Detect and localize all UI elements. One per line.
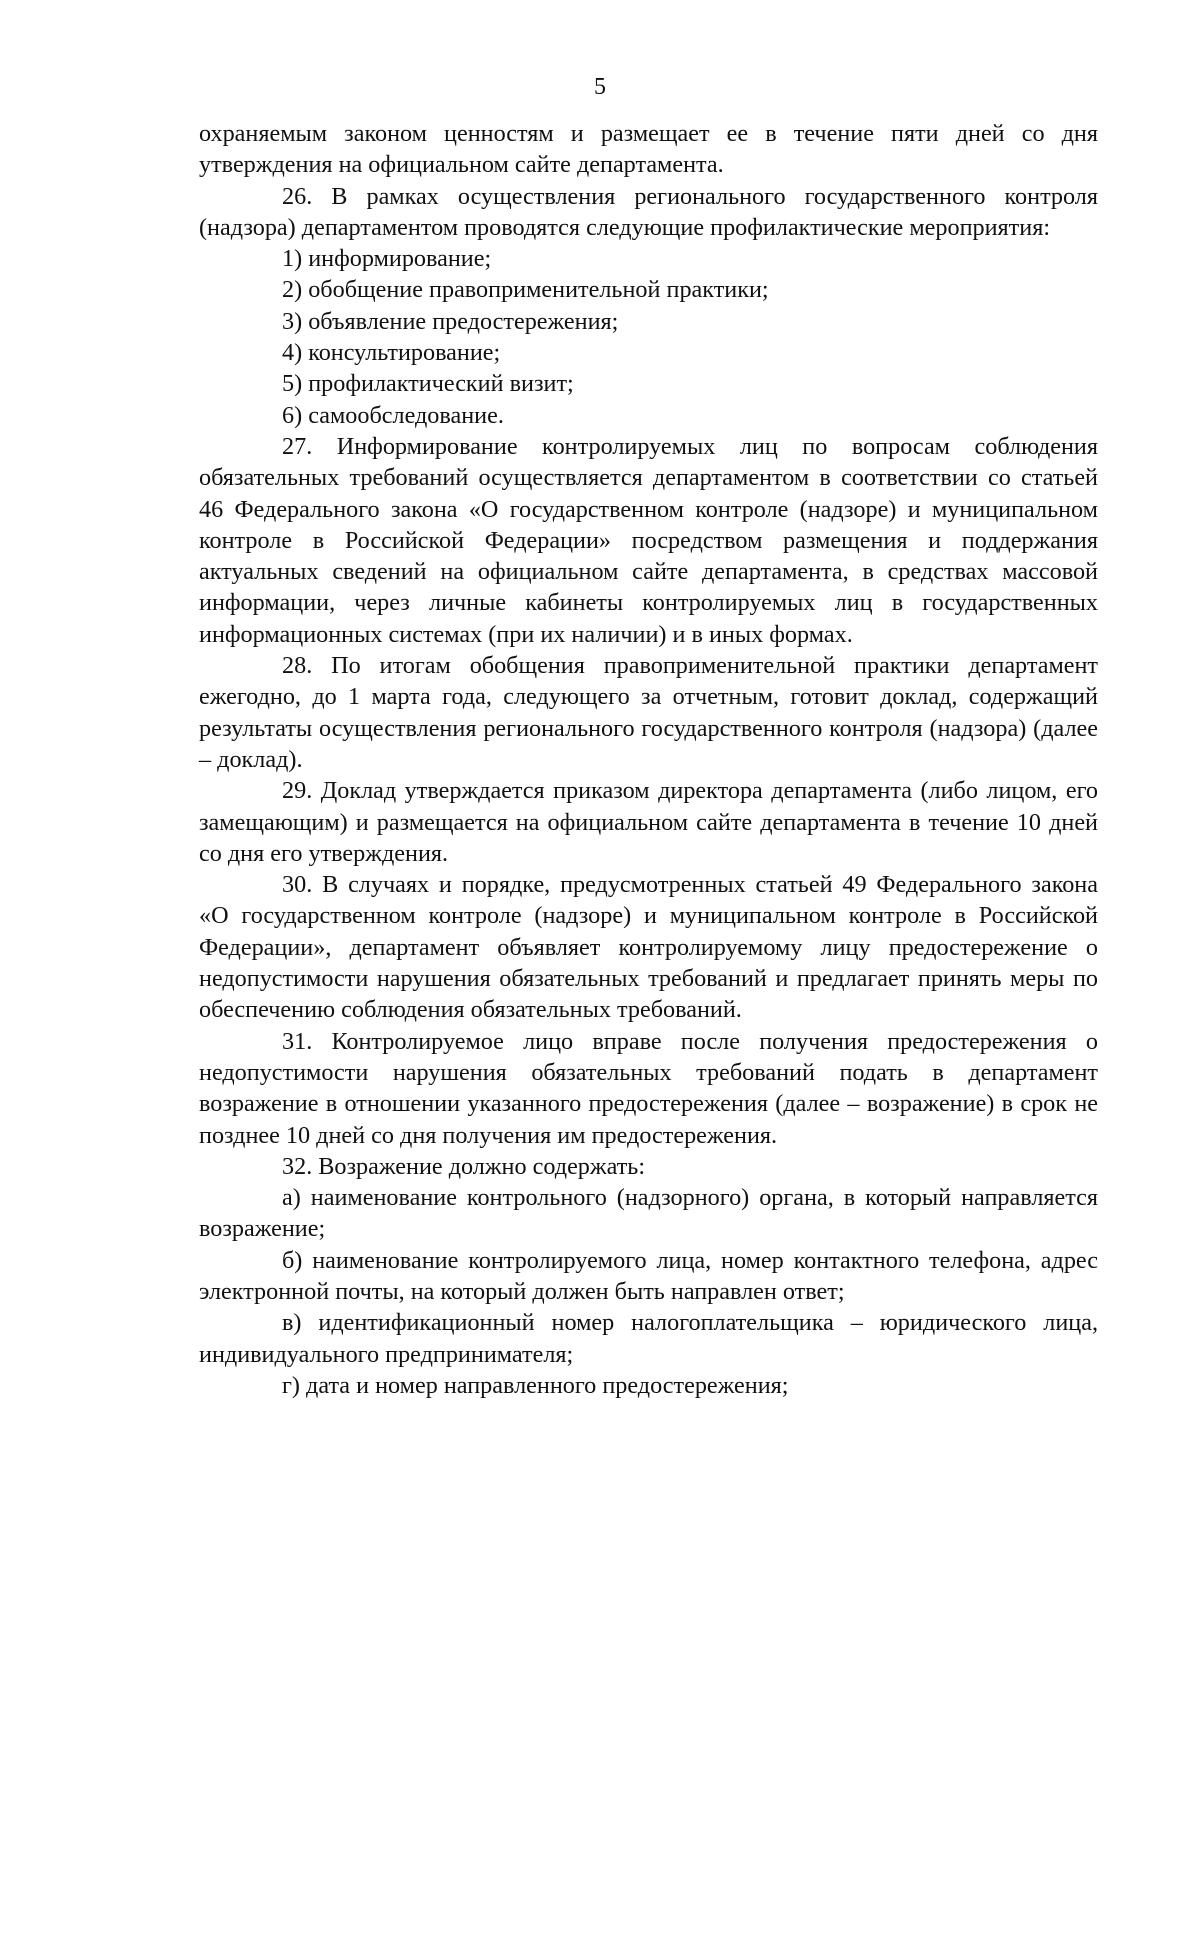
list-item-2: 2) обобщение правоприменительной практики; <box>282 276 769 304</box>
page-number: 5 <box>594 74 606 100</box>
sub-item-g: г) дата и номер направленного предостережения; <box>282 1371 789 1399</box>
sub-item-v: в) идентификационный номер налогоплательщика – юридического лица, индивидуального предпринимателя; <box>199 1309 1098 1368</box>
list-item-4: 4) консультирование; <box>282 339 501 367</box>
paragraph-31: 31. Контролируемое лицо вправе после получения предостережения о недопустимости нарушения обязательных требований подать в департамент возражение в отношении указанного предостережения (далее – возражение) в срок не позднее 10 дней со дня получения им предостережения. <box>199 1027 1098 1149</box>
paragraph-28: 28. По итогам обобщения правоприменительной практики департамент ежегодно, до 1 марта года, следующего за отчетным, готовит доклад, содержащий результаты осуществления регионального государственного контроля (надзора) (далее – доклад). <box>199 652 1098 773</box>
paragraph-continuation: охраняемым законом ценностям и размещает ее в течение пяти дней со дня утверждения на официальном сайте департамента. <box>199 120 1098 179</box>
list-item-3: 3) объявление предостережения; <box>282 307 619 335</box>
list-item-5: 5) профилактический визит; <box>282 370 574 398</box>
sub-item-b: б) наименование контролируемого лица, номер контактного телефона, адрес электронной почты, на который должен быть направлен ответ; <box>199 1246 1098 1305</box>
paragraph-27: 27. Информирование контролируемых лиц по вопросам соблюдения обязательных требований осуществляется департаментом в соответствии со статьей 46 Федерального закона «О государственном контроле (надзоре) и муниципальном контроле в Российской Федерации» посредством размещения и поддержания актуальных сведений на официальном сайте департамента, в средствах массовой информации, через личные кабинеты контролируемых лиц в государственных информационных системах (при их наличии) и в иных формах. <box>199 432 1098 648</box>
paragraph-32: 32. Возражение должно содержать: <box>282 1152 646 1180</box>
document-body <box>199 118 1098 1401</box>
list-item-1: 1) информирование; <box>282 245 492 273</box>
paragraph-26: 26. В рамках осуществления регионального государственного контроля (надзора) департаментом проводятся следующие профилактические мероприятия: <box>199 182 1098 241</box>
sub-item-a: а) наименование контрольного (надзорного) органа, в который направляется возражение; <box>199 1184 1098 1243</box>
paragraph-29: 29. Доклад утверждается приказом директора департамента (либо лицом, его замещающим) и размещается на официальном сайте департамента в течение 10 дней со дня его утверждения. <box>199 777 1098 867</box>
paragraph-30: 30. В случаях и порядке, предусмотренных статьей 49 Федерального закона «О государственном контроле (надзоре) и муниципальном контроле в Российской Федерации», департамент объявляет контролируемому лицу предостережение о недопустимости нарушения обязательных требований и предлагает принять меры по обеспечению соблюдения обязательных требований. <box>199 871 1098 1024</box>
list-item-6: 6) самообследование. <box>282 401 504 429</box>
